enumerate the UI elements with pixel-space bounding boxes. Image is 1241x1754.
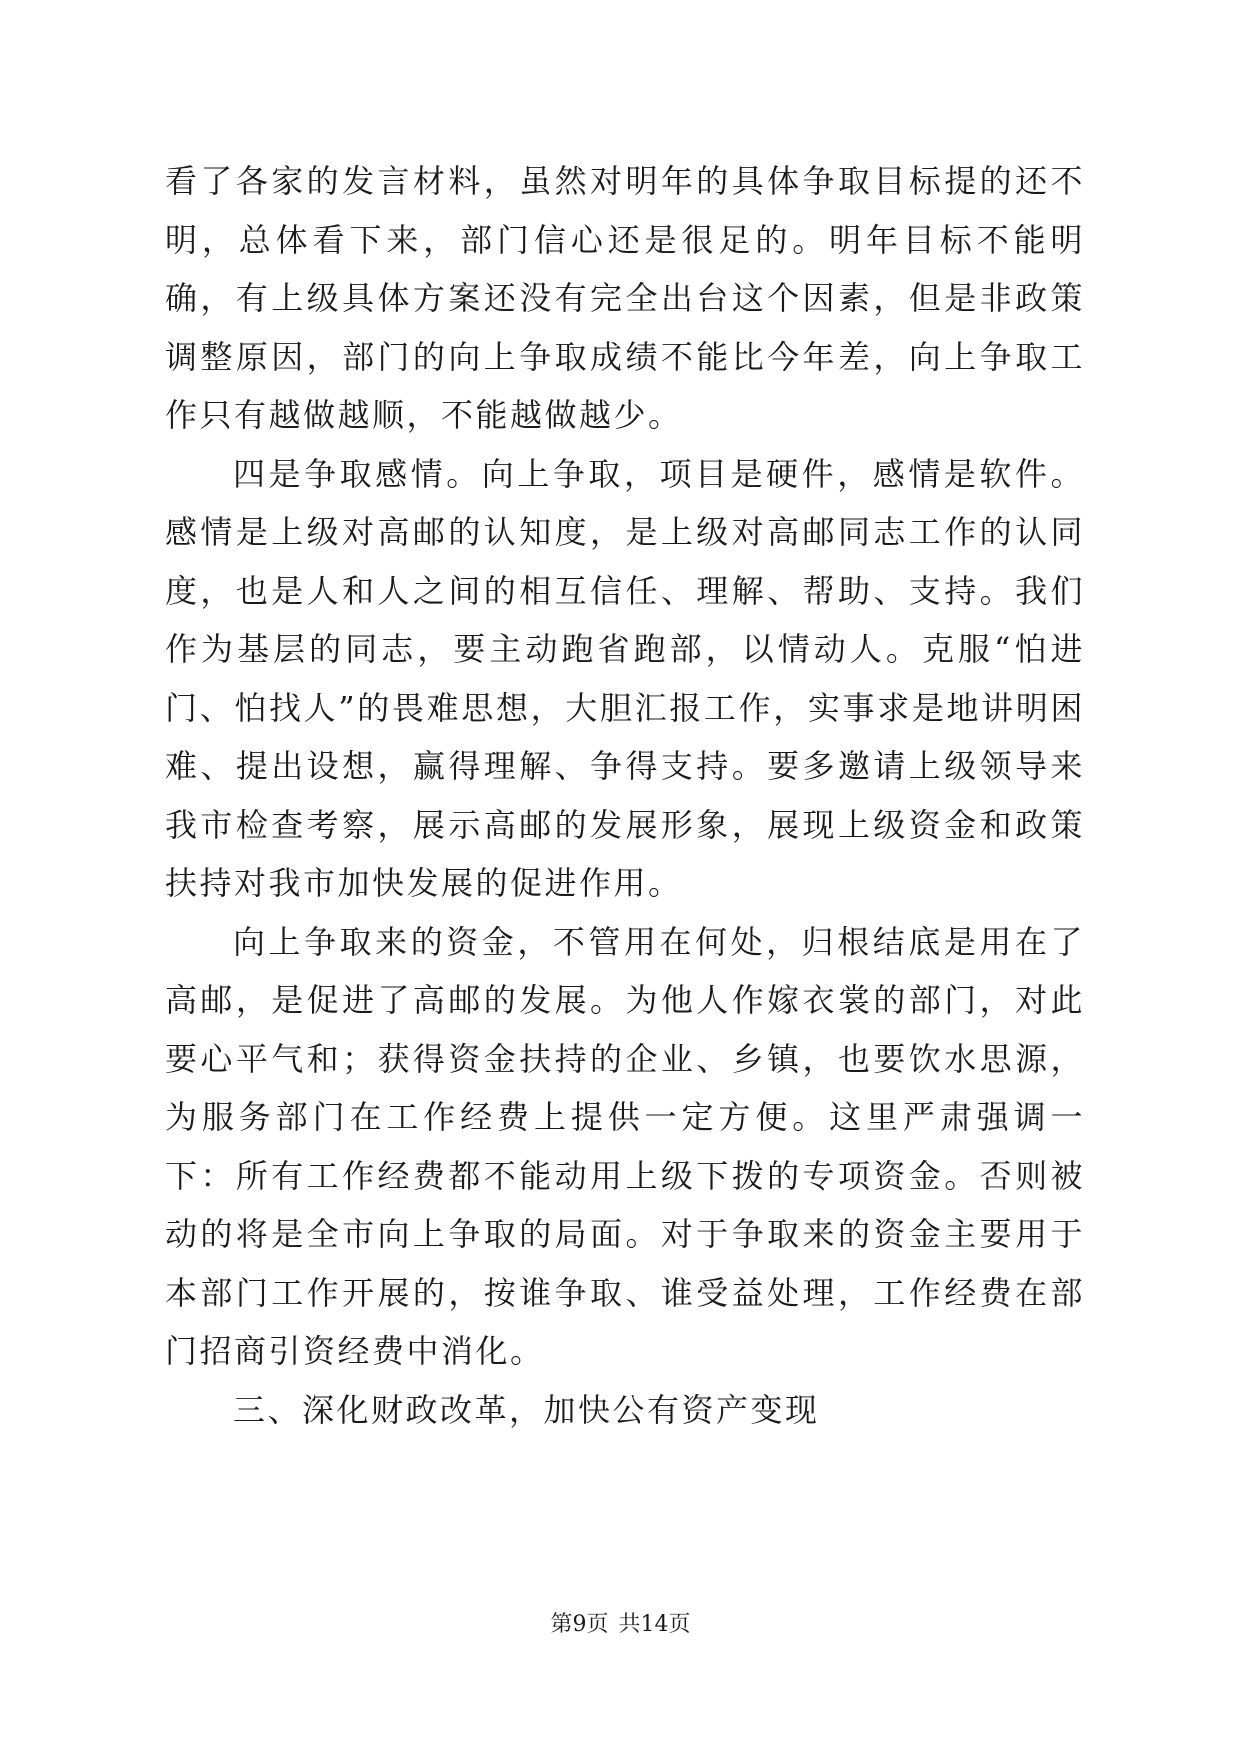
paragraph-funds: 向上争取来的资金，不管用在何处，归根结底是用在了高邮，是促进了高邮的发展。为他人作嫁衣裳的部门，对此要心平气和；获得资金扶持的企业、乡镇，也要饮水思源，为服务部门在工作经费上提供一定方便。这里严肃强调一下：所有工作经费都不能动用上级下拨的专项资金。否则被动的将是全市向上争取的局面。对于争取来的资金主要用于本部门工作开展的，按谁争取、谁受益处理，工作经费在部门招商引资经费中消化。 [165,922,1085,1370]
paragraph-continued: 看了各家的发言材料，虽然对明年的具体争取目标提的还不明，总体看下来，部门信心还是很足的。明年目标不能明确，有上级具体方案还没有完全出台这个因素，但是非政策调整原因，部门的向上争取成绩不能比今年差，向上争取工作只有越做越顺，不能越做越少。 [165,162,1085,434]
page-number-total: 共14页 [618,1612,691,1637]
document-body [165,152,1085,1439]
paragraph-emotion: 四是争取感情。向上争取，项目是硬件，感情是软件。感情是上级对高邮的认知度，是上级对高邮同志工作的认同度，也是人和人之间的相互信任、理解、帮助、支持。我们作为基层的同志，要主动跑省跑部，以情动人。克服“怕进门、怕找人”的畏难思想，大胆汇报工作，实事求是地讲明困难、提出设想，赢得理解、争得支持。要多邀请上级领导来我市检查考察，展示高邮的发展形象，展现上级资金和政策扶持对我市加快发展的促进作用。 [165,454,1085,902]
page-number-current: 第9页 [550,1612,609,1637]
section-heading: 三、深化财政改革，加快公有资产变现 [233,1390,820,1429]
page-footer [0,1610,1241,1640]
